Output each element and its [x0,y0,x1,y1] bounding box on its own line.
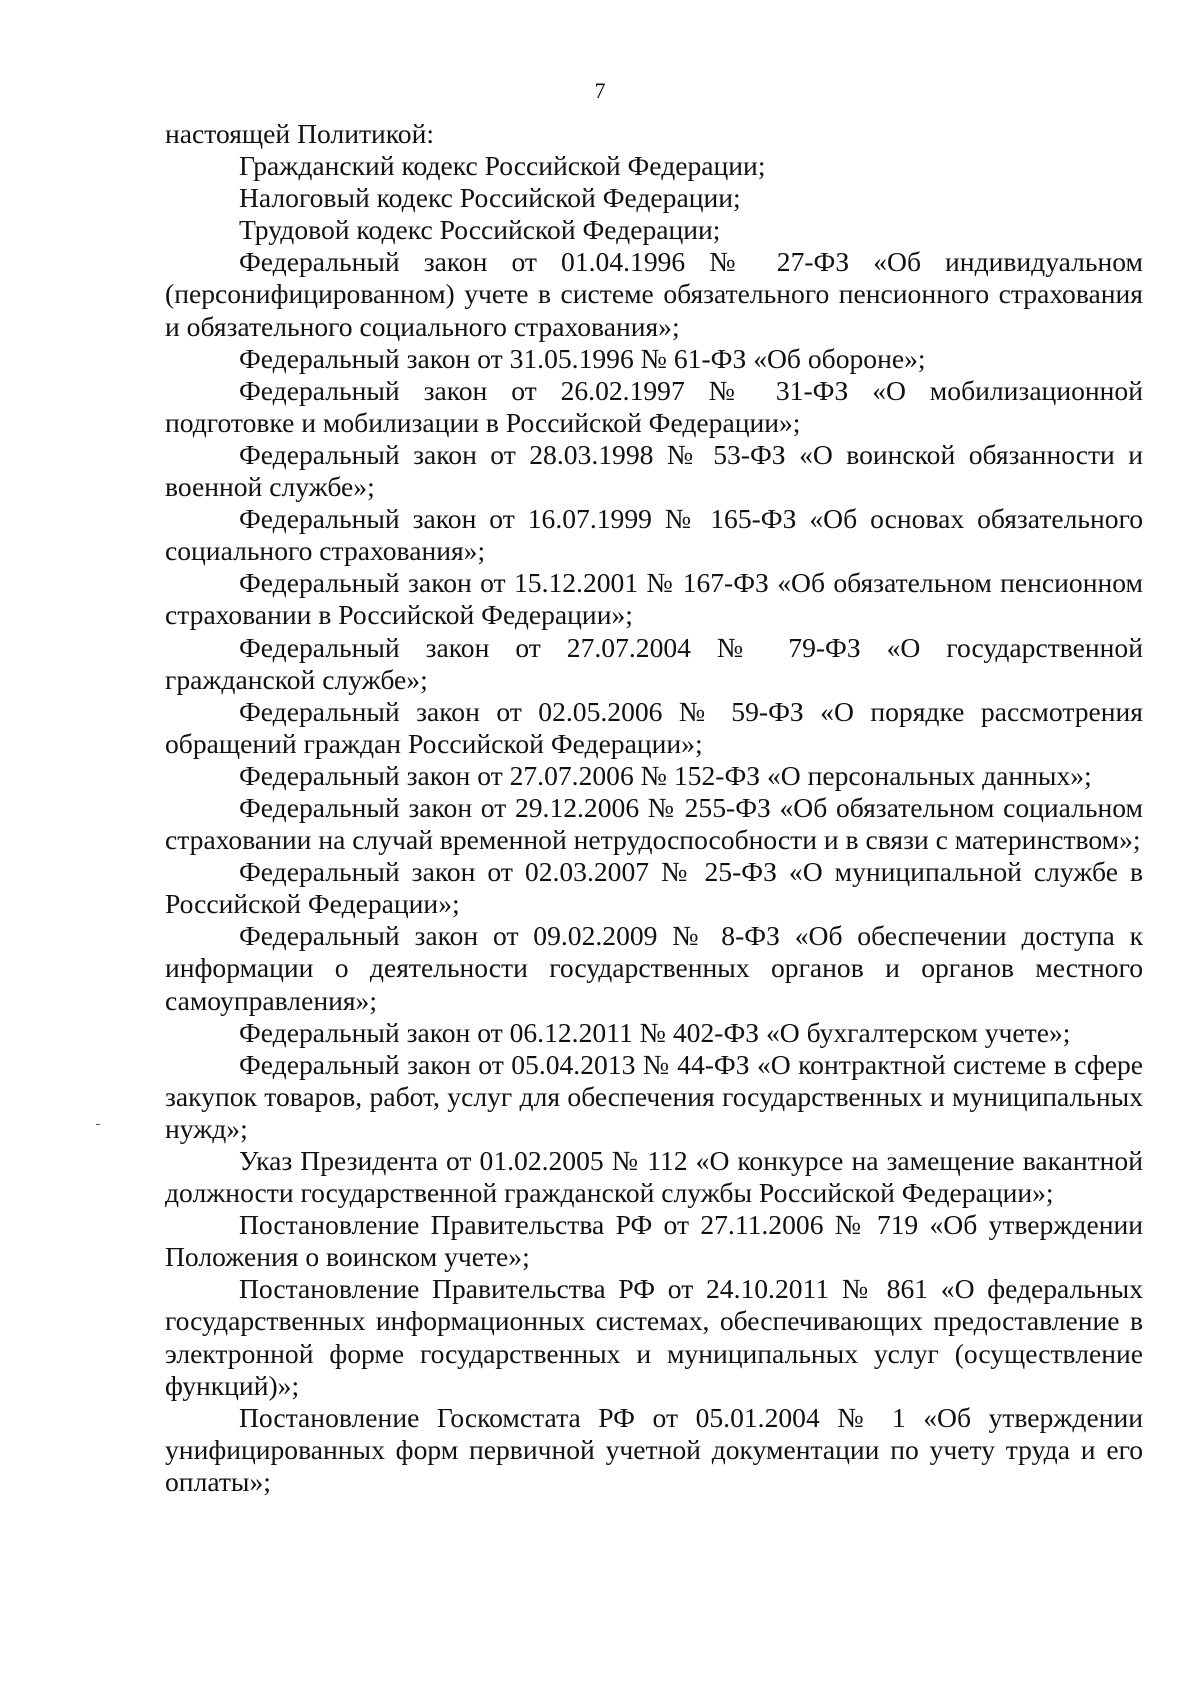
document-body [165,118,1143,1498]
page-number: 7 [594,78,606,103]
list-item-law-402-fz: Федеральный закон от 06.12.2011 № 402-ФЗ «О бухгалтерском учете»; [239,1016,1071,1048]
list-item-decree-112: Указ Президента от 01.02.2005 № 112 «О конкурсе на замещение вакантной должности государственной гражданской службы Российской Федерации»; [165,1145,1143,1209]
list-item-goskomstat-1: Постановление Госкомстата РФ от 05.01.2004 № 1 «Об утверждении унифицированных форм первичной учетной документации по учету труда и его оплаты»; [165,1401,1143,1497]
list-item-law-27-fz: Федеральный закон от 01.04.1996 № 27-ФЗ «Об индивидуальном (персонифицированном) учете в системе обязательного пенсионного страхования и обязательного социального страхования»; [165,246,1143,342]
list-item-resolution-719: Постановление Правительства РФ от 27.11.2006 № 719 «Об утверждении Положения о воинском учете»; [165,1209,1143,1273]
list-item-law-165-fz: Федеральный закон от 16.07.1999 № 165-ФЗ «Об основах обязательного социального страхования»; [165,503,1143,567]
list-item-law-31-fz: Федеральный закон от 26.02.1997 № 31-ФЗ «О мобилизационной подготовке и мобилизации в Российской Федерации»; [165,374,1143,438]
list-item-law-8-fz: Федеральный закон от 09.02.2009 № 8-ФЗ «Об обеспечении доступа к информации о деятельности государственных органов и органов местного самоуправления»; [165,920,1143,1016]
list-item-civil-code: Гражданский кодекс Российской Федерации; [239,150,766,182]
list-item-resolution-861: Постановление Правительства РФ от 24.10.2011 № 861 «О федеральных государственных информационных системах, обеспечивающих предоставление в электронной форме государственных и муниципальных услуг (осуществление функций)»; [165,1273,1143,1401]
list-item-law-25-fz: Федеральный закон от 02.03.2007 № 25-ФЗ «О муниципальной службе в Российской Федерации»; [165,856,1143,920]
list-item-law-59-fz: Федеральный закон от 02.05.2006 № 59-ФЗ «О порядке рассмотрения обращений граждан Российской Федерации»; [165,695,1143,759]
scan-speck [96,1124,100,1125]
list-item-law-255-fz: Федеральный закон от 29.12.2006 № 255-ФЗ «Об обязательном социальном страховании на случай временной нетрудоспособности и в связи с материнством»; [165,791,1143,856]
intro-line: настоящей Политикой: [165,118,435,149]
list-item-labor-code: Трудовой кодекс Российской Федерации; [239,214,721,246]
list-item-law-53-fz: Федеральный закон от 28.03.1998 № 53-ФЗ «О воинской обязанности и военной службе»; [165,438,1143,503]
list-item-law-44-fz: Федеральный закон от 05.04.2013 № 44-ФЗ «О контрактной системе в сфере закупок товаров, работ, услуг для обеспечения государственных и муниципальных нужд»; [165,1048,1143,1144]
list-item-law-167-fz: Федеральный закон от 15.12.2001 № 167-ФЗ «Об обязательном пенсионном страховании в Российской Федерации»; [165,567,1143,631]
list-item-law-79-fz: Федеральный закон от 27.07.2004 № 79-ФЗ «О государственной гражданской службе»; [165,631,1143,695]
list-item-tax-code: Налоговый кодекс Российской Федерации; [239,182,741,214]
list-item-law-61-fz: Федеральный закон от 31.05.1996 № 61-ФЗ «Об обороне»; [239,342,926,374]
list-item-law-152-fz: Федеральный закон от 27.07.2006 № 152-ФЗ «О персональных данных»; [239,759,1092,791]
